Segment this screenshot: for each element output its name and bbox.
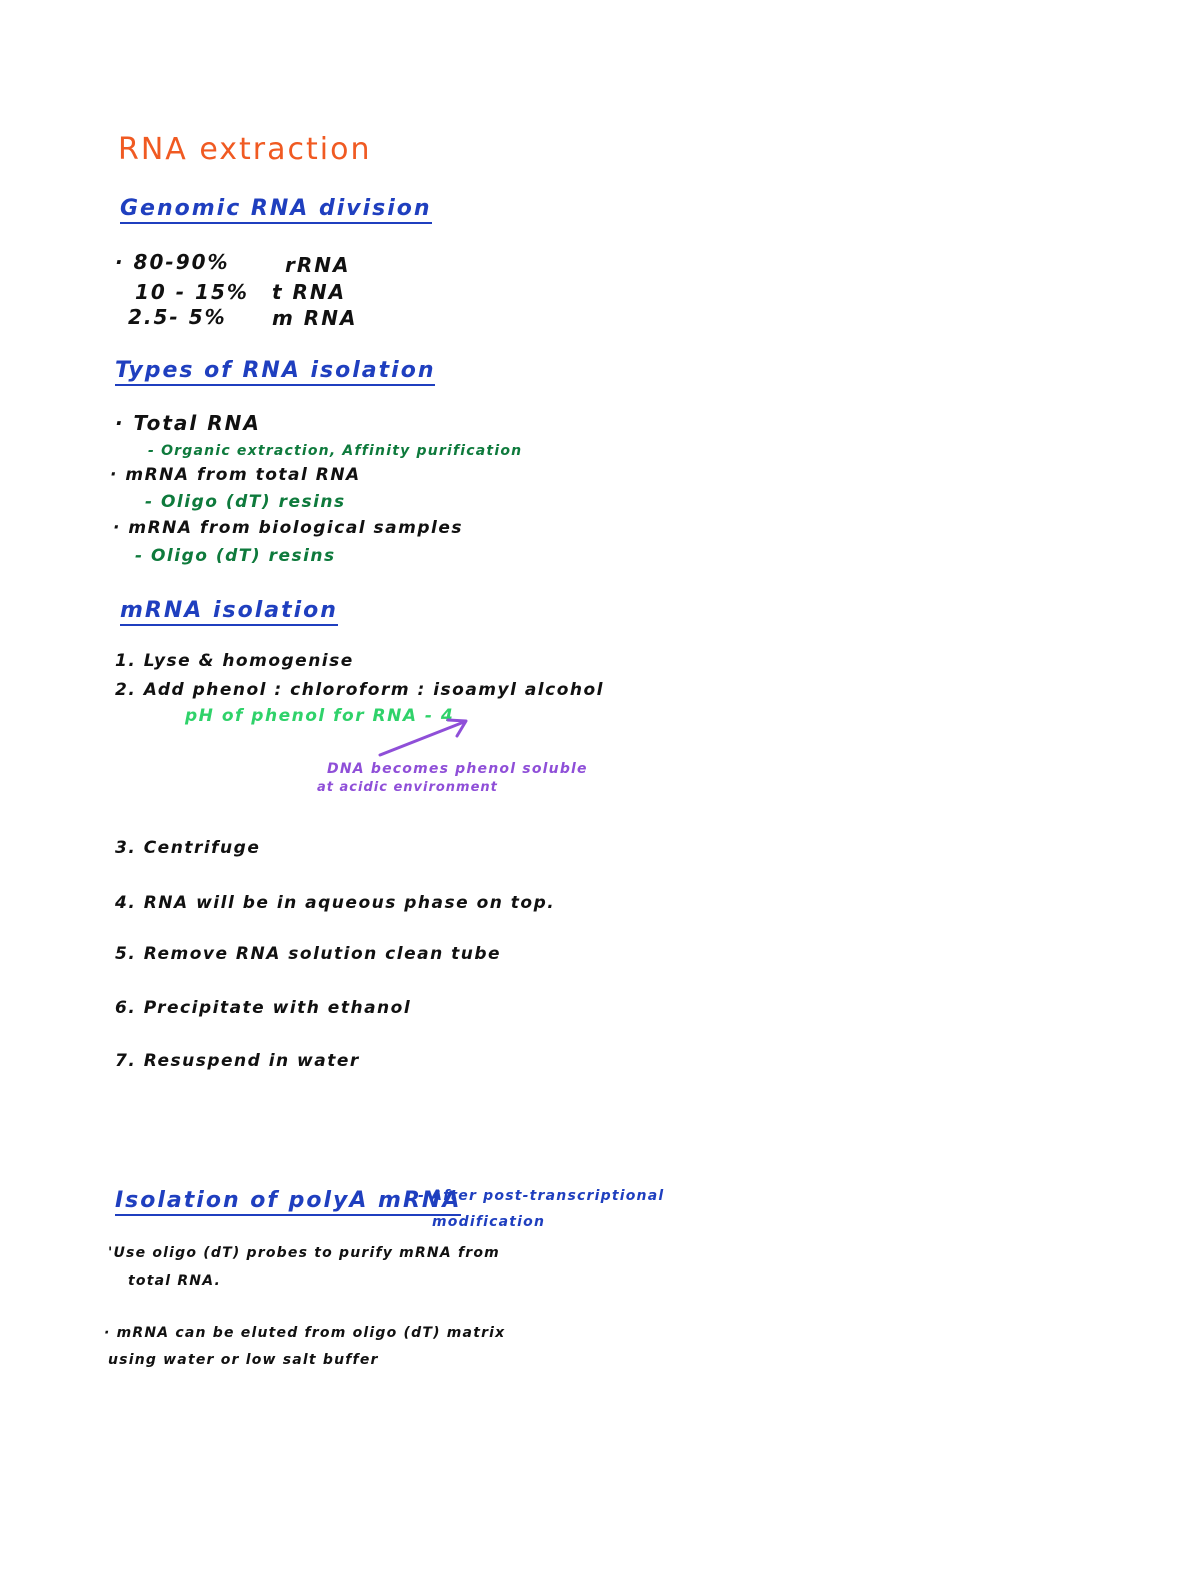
page-title: RNA extraction [118,132,372,167]
ph-note: pH of phenol for RNA - 4 [185,706,455,726]
types-item-2-method: - Oligo (dT) resins [145,492,346,512]
dna-note-line-2: at acidic environment [317,780,498,795]
genomic-type-3: m RNA [272,306,358,330]
types-item-3-method: - Oligo (dT) resins [135,546,336,566]
polya-note-line-2: modification [432,1214,546,1230]
polya-bullet-1-line-1: 'Use oligo (dT) probes to purify mRNA from [108,1245,500,1261]
mrna-step-4: 4. RNA will be in aqueous phase on top. [115,893,556,913]
mrna-step-1: 1. Lyse & homogenise [115,651,354,671]
types-item-1-label: · Total RNA [115,411,261,435]
polya-bullet-2-line-1: · mRNA can be eluted from oligo (dT) matrix [104,1325,506,1341]
mrna-step-5: 5. Remove RNA solution clean tube [115,944,502,964]
types-item-1-method: - Organic extraction, Affinity purification [148,443,523,459]
genomic-type-1: rRNA [285,253,351,277]
genomic-heading: Genomic RNA division [120,198,432,224]
polya-heading: Isolation of polyA mRNA [115,1190,461,1216]
types-item-2-label: · mRNA from total RNA [110,465,361,485]
types-item-3-label: · mRNA from biological samples [113,518,463,538]
polya-bullet-2-line-2: using water or low salt buffer [108,1352,379,1368]
dna-note-line-1: DNA becomes phenol soluble [327,761,588,777]
polya-bullet-1-line-2: total RNA. [128,1273,222,1289]
types-heading: Types of RNA isolation [115,360,435,386]
mrna-step-6: 6. Precipitate with ethanol [115,998,412,1018]
mrna-heading: mRNA isolation [120,600,338,626]
genomic-pct-3: 2.5- 5% [128,305,227,329]
polya-note-line-1: - After post-transcriptional [418,1188,665,1204]
genomic-pct-1: · 80-90% [115,250,230,274]
mrna-step-7: 7. Resuspend in water [115,1051,360,1071]
mrna-step-2: 2. Add phenol : chloroform : isoamyl alcohol [115,680,604,700]
genomic-pct-2: 10 - 15% [135,280,249,304]
genomic-type-2: t RNA [272,280,347,304]
mrna-step-3: 3. Centrifuge [115,838,261,858]
